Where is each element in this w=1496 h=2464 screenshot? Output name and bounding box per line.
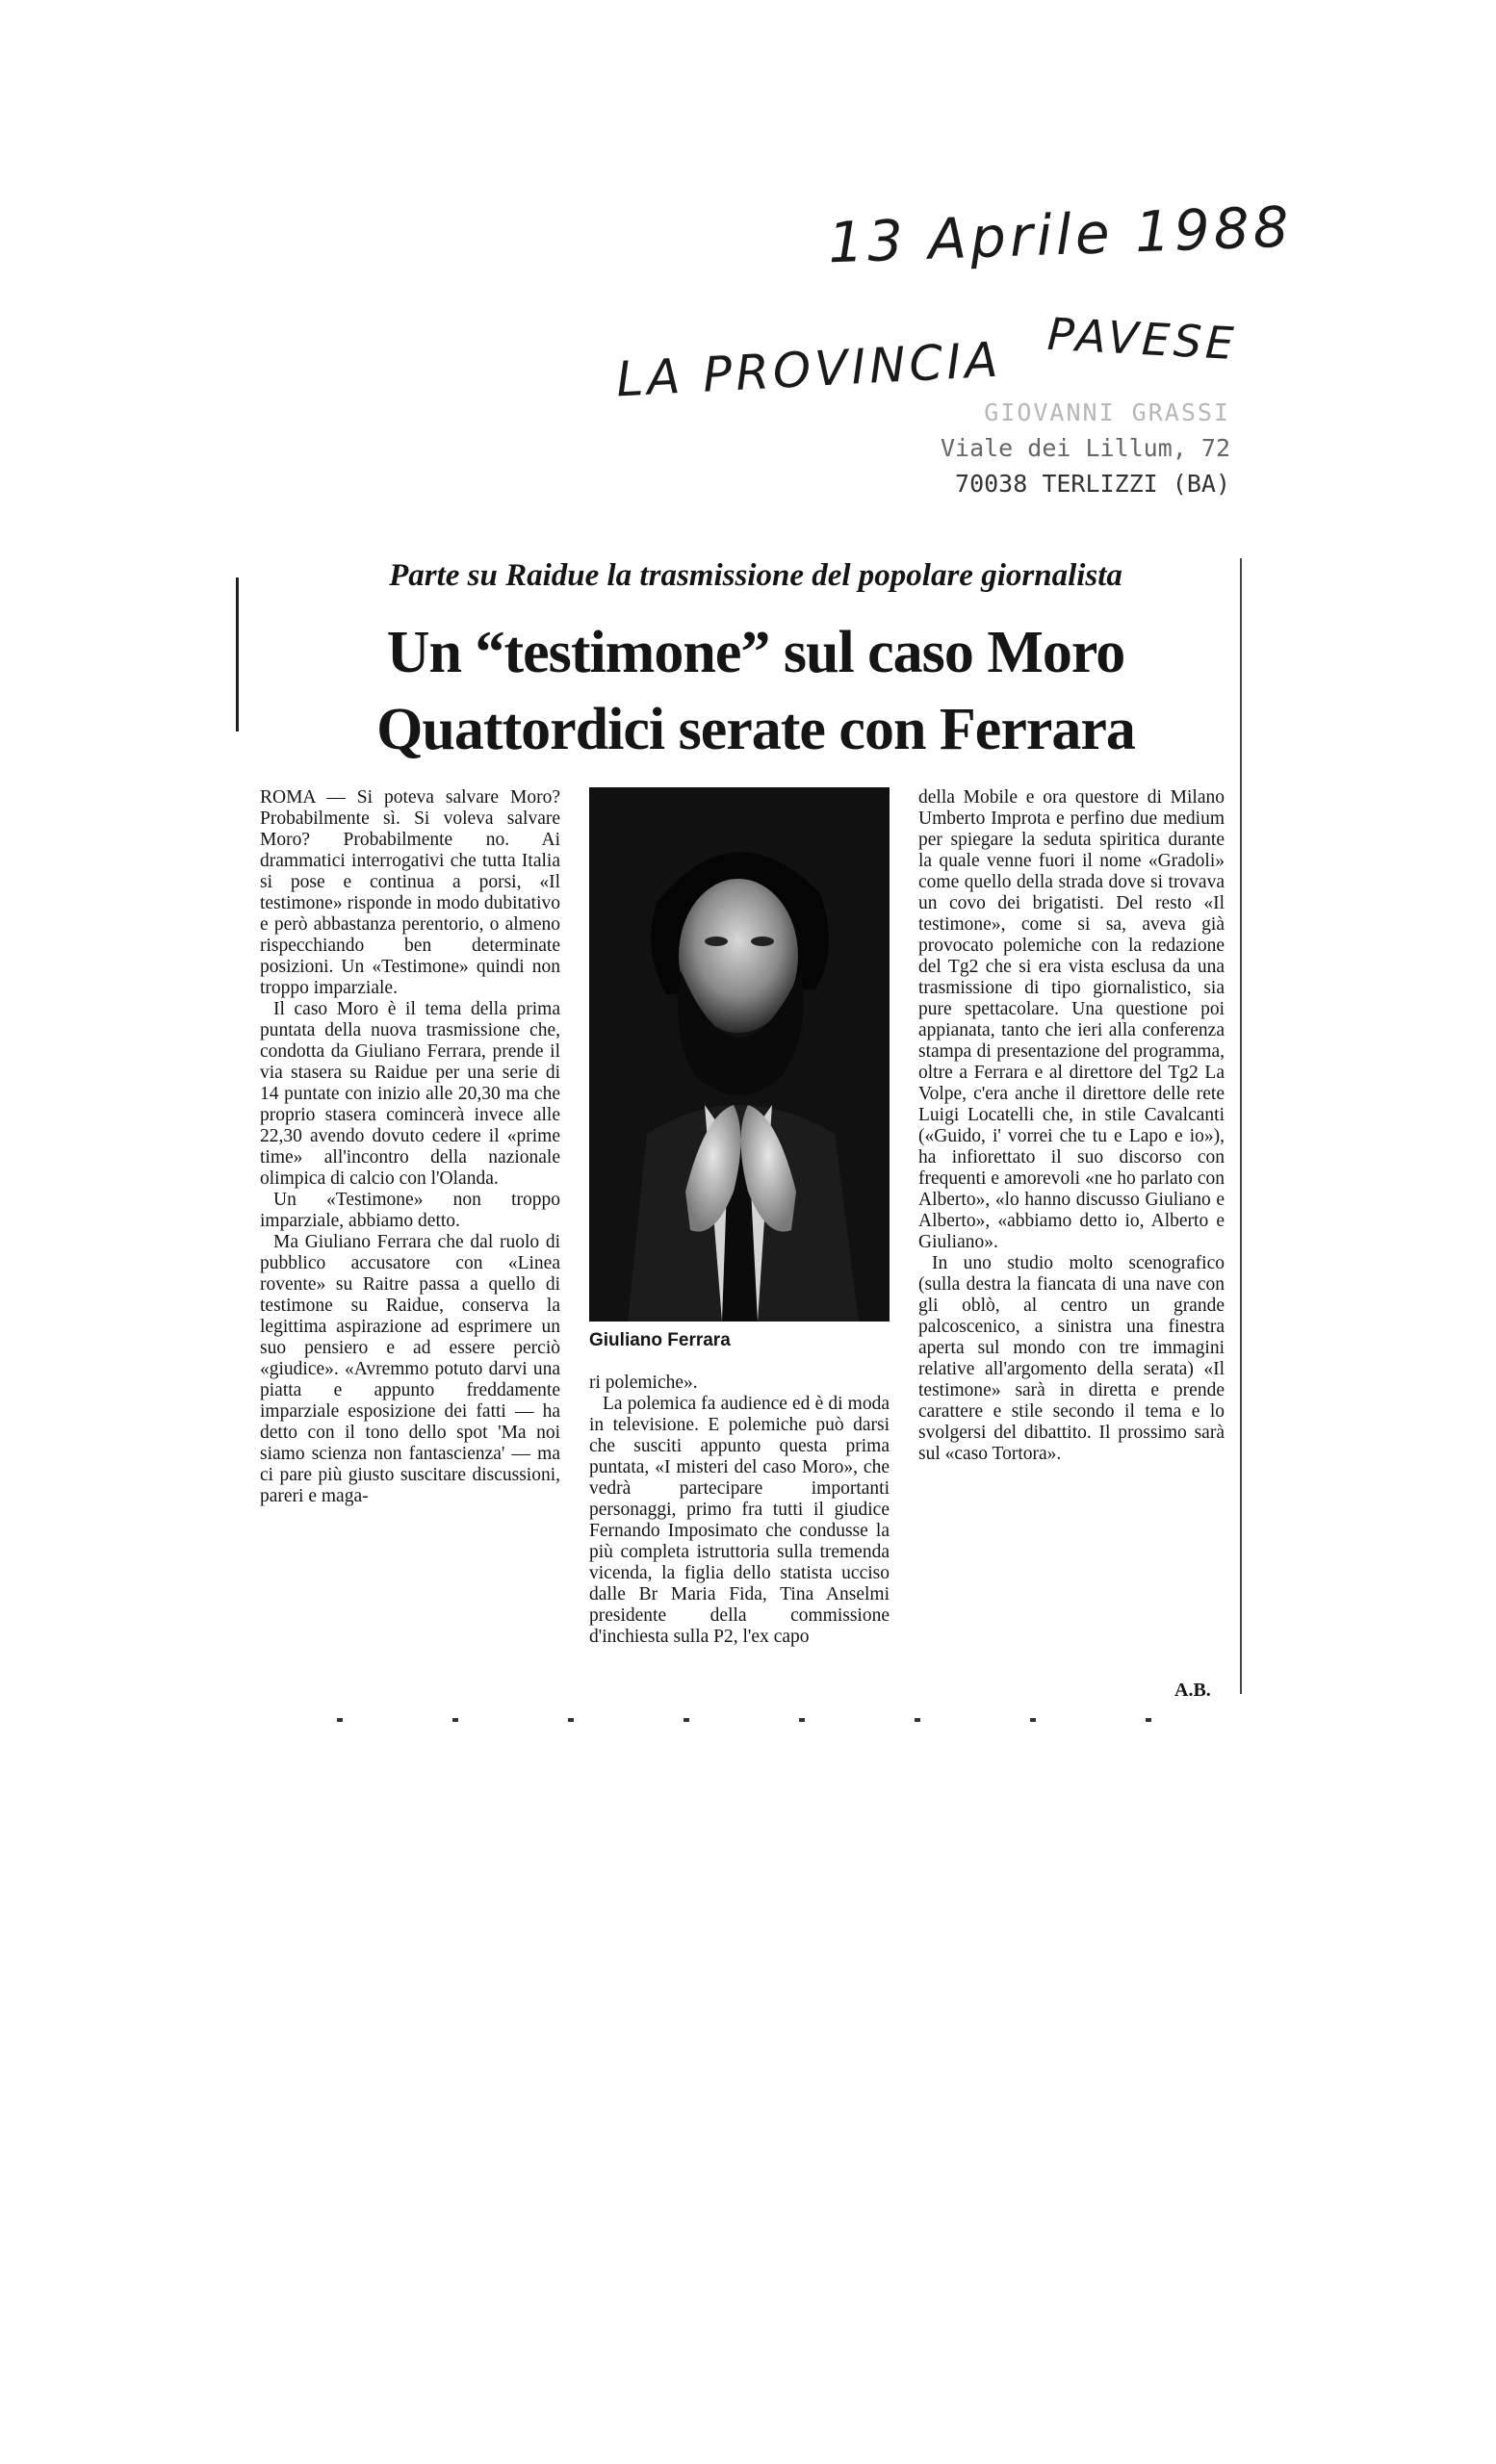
headline-line-2: Quattordici serate con Ferrara bbox=[376, 697, 1135, 762]
article-column-2 bbox=[589, 1373, 890, 1648]
photo-caption: Giuliano Ferrara bbox=[589, 1330, 731, 1350]
newspaper-clipping bbox=[241, 539, 1242, 1742]
article-headline bbox=[279, 614, 1232, 768]
article-column-1 bbox=[260, 787, 560, 1507]
column-1-paragraph: Ma Giuliano Ferrara che dal ruolo di pubblico accusatore con «Linea rovente» su Raitre passa a quello di testimone su Raidue, conserva la legittima aspirazione ad esprimere un suo pensiero e ad essere perciò «giudice». «Avremmo potuto darvi una piatta e appunto freddamente imparziale esposizione dei fatti — ha detto con il tono dello spot 'Ma noi siamo scienza non fantascienza' — ma ci pare più giusto suscitare discussioni, pareri e maga- bbox=[260, 1232, 560, 1506]
handwritten-date: 13 Aprile 1988 bbox=[826, 193, 1294, 276]
stamp-city: 70038 TERLIZZI (BA) bbox=[955, 470, 1230, 498]
column-1-paragraph: ROMA — Si poteva salvare Moro? Probabilmente sì. Si voleva salvare Moro? Probabilmente no. Ai drammatici interrogativi che tutta Italia si pose e continua a porsi, «Il testimone» risponde in modo dubitativo e però abbastanza perentorio, o almeno rispecchiando ben determinate posizioni. Un «Testimone» quindi non troppo imparziale. bbox=[260, 787, 560, 998]
portrait-photo bbox=[589, 787, 890, 1322]
handwritten-newspaper-name: LA PROVINCIA bbox=[614, 331, 1003, 408]
portrait-illustration bbox=[589, 787, 890, 1322]
article-column-3 bbox=[918, 787, 1225, 1465]
clipping-right-rule bbox=[1240, 558, 1242, 1694]
column-3-paragraph: In uno studio molto scenografico (sulla destra la fiancata di una nave con gli oblò, al centro un grande palcoscenico, a sinistra una finestra aperta sul mondo con tre immagini relative all'argomento della serata) «Il testimone» sarà in diretta e prende carattere e stile secondo il tema e lo svolgersi del dibattito. Il prossimo sarà sul «caso Tortora». bbox=[918, 1253, 1225, 1464]
column-2-paragraph: ri polemiche». bbox=[589, 1373, 698, 1393]
column-3-paragraph: della Mobile e ora questore di Milano Umberto Improta e perfino due medium per spiegare la seduta spiritica durante la quale venne fuori il nome «Gradoli» come quello della strada dove si trovava un covo dei brigatisti. Del resto «Il testimone», come si sa, aveva già provocato polemiche con la redazione del Tg2 che si era vista esclusa da una trasmissione di tipo giornalistico, sia pure spettacolare. Una questione poi appianata, tanto che ieri alla conferenza stampa di presentazione del programma, oltre a Ferrara e al direttore del Tg2 La Volpe, c'era anche il direttore delle rete Luigi Locatelli che, in stile Cavalcanti («Guido, i' vorrei che tu e Lapo e io»), ha infiorettato il suo discorso con frequenti e amorevoli «ne ho parlato con Alberto», «lo hanno discusso Giuliano e Alberto», «abbiamo detto io, Alberto e Giuliano». bbox=[918, 787, 1225, 1252]
author-signature: A.B. bbox=[1174, 1680, 1211, 1701]
column-1-paragraph: Il caso Moro è il tema della prima puntata della nuova trasmissione che, condotta da Giuliano Ferrara, prende il via stasera su Raidue per una serie di 14 puntate con inizio alle 20,30 ma che proprio stasera comincerà invece alle 22,30 avendo dovuto cedere il «prime time» all'incontro della nazionale olimpica di calcio con l'Olanda. bbox=[260, 999, 560, 1189]
column-1-paragraph: Un «Testimone» non troppo imparziale, abbiamo detto. bbox=[260, 1190, 560, 1231]
article-kicker: Parte su Raidue la trasmissione del popolare giornalista bbox=[389, 558, 1122, 593]
cut-off-next-article bbox=[337, 1718, 1203, 1722]
headline-line-1: Un “testimone” sul caso Moro bbox=[386, 620, 1125, 685]
handwritten-newspaper-name-2: PAVESE bbox=[1045, 307, 1239, 371]
stamp-name: GIOVANNI GRASSI bbox=[984, 398, 1230, 426]
clipping-left-rule bbox=[236, 578, 239, 732]
column-2-paragraph: La polemica fa audience ed è di moda in televisione. E polemiche può darsi che susciti appunto questa prima puntata, «I misteri del caso Moro», che vedrà partecipare importanti personaggi, primo fra tutti il giudice Fernando Imposimato che condusse la più completa istruttoria sulla tremenda vicenda, la figlia dello statista ucciso dalle Br Maria Fida, Tina Anselmi presidente della commissione d'inchiesta sulla P2, l'ex capo bbox=[589, 1394, 890, 1647]
address-stamp bbox=[845, 395, 1230, 501]
stamp-street: Viale dei Lillum, 72 bbox=[940, 434, 1230, 462]
